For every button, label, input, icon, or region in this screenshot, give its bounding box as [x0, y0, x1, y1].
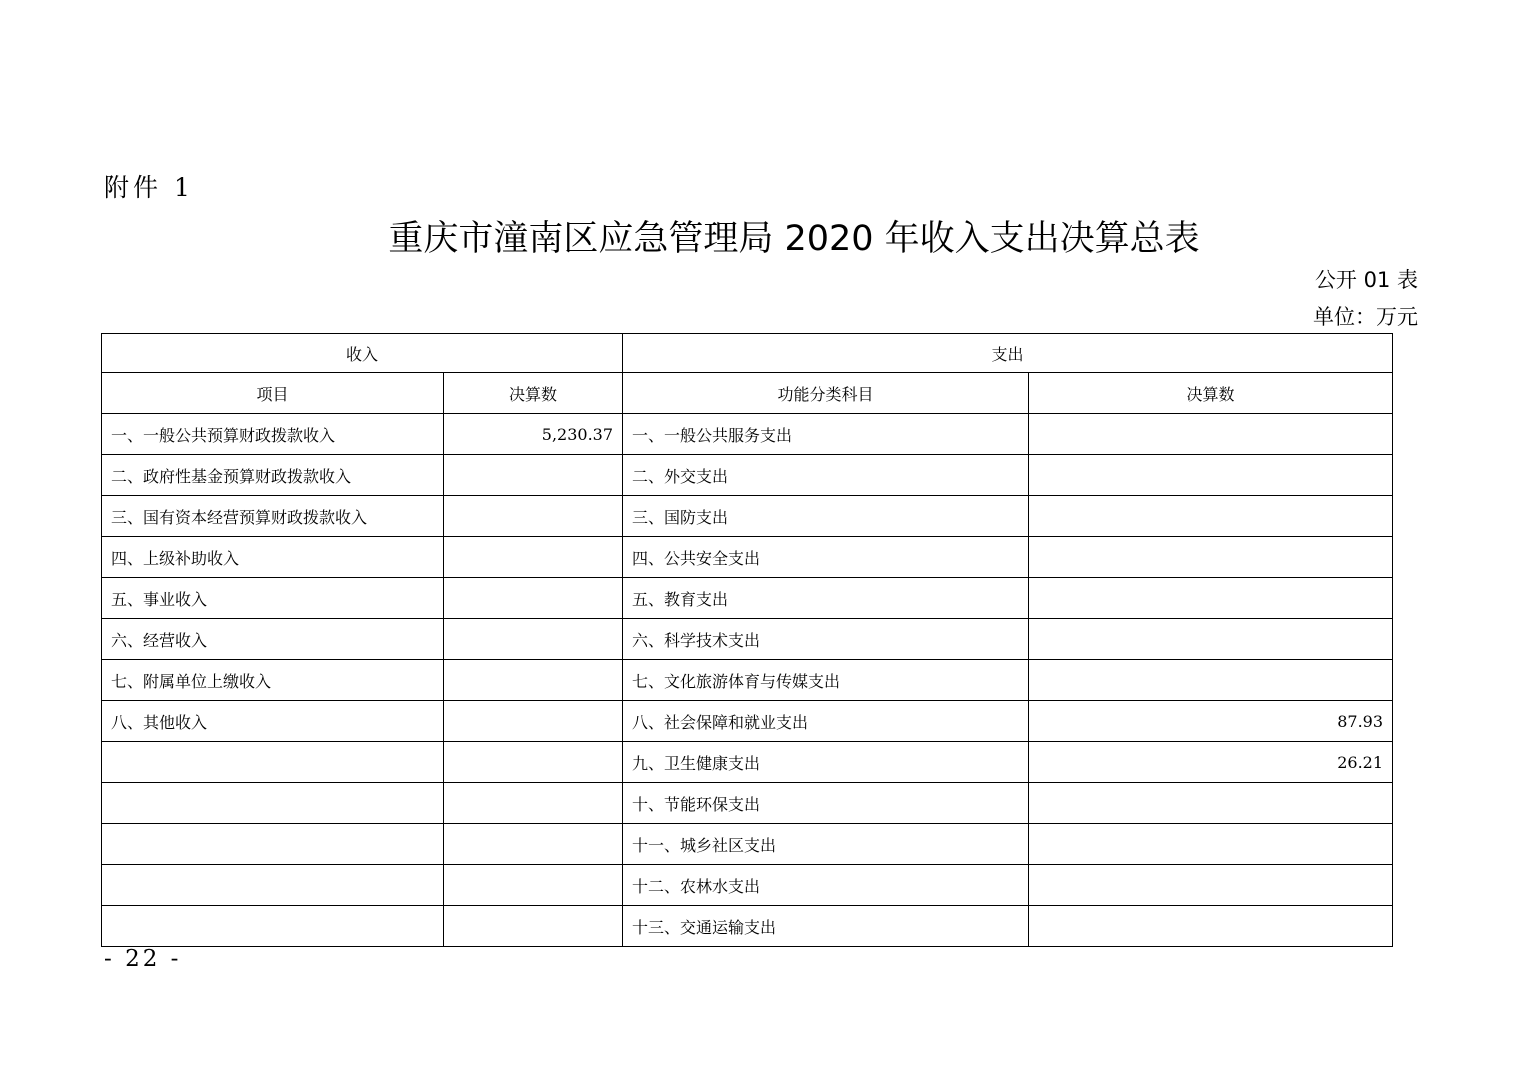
income-item-cell: 四、上级补助收入 [102, 537, 444, 578]
income-item-cell: 三、国有资本经营预算财政拨款收入 [102, 496, 444, 537]
col-header-func: 功能分类科目 [623, 373, 1029, 414]
table-row [102, 414, 1393, 455]
income-item-cell: 二、政府性基金预算财政拨款收入 [102, 455, 444, 496]
income-item-cell [102, 742, 444, 783]
income-amount-cell [444, 660, 623, 701]
income-amount-cell [444, 496, 623, 537]
expense-section-header: 支出 [623, 334, 1393, 373]
income-item-cell: 一、一般公共预算财政拨款收入 [102, 414, 444, 455]
income-amount-cell: 5,230.37 [444, 414, 623, 455]
expense-item-cell: 十、节能环保支出 [623, 783, 1029, 824]
table-row [102, 578, 1393, 619]
expense-amount-cell: 26.21 [1029, 742, 1393, 783]
expense-item-cell: 五、教育支出 [623, 578, 1029, 619]
income-item-cell [102, 824, 444, 865]
budget-table [101, 333, 1393, 947]
unit-label: 单位：万元 [1313, 305, 1418, 329]
page-number: - 22 - [104, 946, 182, 972]
expense-item-cell: 二、外交支出 [623, 455, 1029, 496]
income-amount-cell [444, 742, 623, 783]
income-amount-cell [444, 619, 623, 660]
income-amount-cell [444, 906, 623, 947]
page-title: 重庆市潼南区应急管理局 2020 年收入支出决算总表 [388, 219, 1200, 259]
table-body [102, 334, 1393, 947]
expense-amount-cell [1029, 660, 1393, 701]
expense-amount-cell [1029, 619, 1393, 660]
expense-item-cell: 一、一般公共服务支出 [623, 414, 1029, 455]
expense-amount-cell [1029, 824, 1393, 865]
expense-item-cell: 十一、城乡社区支出 [623, 824, 1029, 865]
income-item-cell: 七、附属单位上缴收入 [102, 660, 444, 701]
income-amount-cell [444, 865, 623, 906]
expense-amount-cell [1029, 537, 1393, 578]
expense-amount-cell: 87.93 [1029, 701, 1393, 742]
expense-item-cell: 十三、交通运输支出 [623, 906, 1029, 947]
col-header-item: 项目 [102, 373, 444, 414]
attachment-label: 附件 1 [104, 173, 194, 202]
income-amount-cell [444, 824, 623, 865]
income-item-cell [102, 865, 444, 906]
expense-item-cell: 三、国防支出 [623, 496, 1029, 537]
income-amount-cell [444, 455, 623, 496]
income-item-cell: 五、事业收入 [102, 578, 444, 619]
table-row [102, 619, 1393, 660]
col-header-amount: 决算数 [444, 373, 623, 414]
table-row [102, 496, 1393, 537]
table-row [102, 783, 1393, 824]
table-code: 公开 01 表 [1314, 268, 1418, 292]
table-row [102, 660, 1393, 701]
expense-amount-cell [1029, 496, 1393, 537]
income-item-cell: 八、其他收入 [102, 701, 444, 742]
expense-item-cell: 九、卫生健康支出 [623, 742, 1029, 783]
expense-amount-cell [1029, 578, 1393, 619]
expense-amount-cell [1029, 865, 1393, 906]
expense-item-cell: 七、文化旅游体育与传媒支出 [623, 660, 1029, 701]
table-row [102, 537, 1393, 578]
column-header-row [102, 373, 1393, 414]
income-amount-cell [444, 578, 623, 619]
income-amount-cell [444, 537, 623, 578]
income-item-cell: 六、经营收入 [102, 619, 444, 660]
table-row [102, 742, 1393, 783]
expense-item-cell: 八、社会保障和就业支出 [623, 701, 1029, 742]
section-header-row [102, 334, 1393, 373]
table-row [102, 906, 1393, 947]
income-item-cell [102, 906, 444, 947]
table-row [102, 701, 1393, 742]
expense-amount-cell [1029, 783, 1393, 824]
expense-amount-cell [1029, 414, 1393, 455]
expense-item-cell: 六、科学技术支出 [623, 619, 1029, 660]
table-row [102, 865, 1393, 906]
table-row [102, 824, 1393, 865]
income-amount-cell [444, 701, 623, 742]
expense-item-cell: 四、公共安全支出 [623, 537, 1029, 578]
expense-amount-cell [1029, 455, 1393, 496]
income-item-cell [102, 783, 444, 824]
income-amount-cell [444, 783, 623, 824]
income-section-header: 收入 [102, 334, 623, 373]
expense-amount-cell [1029, 906, 1393, 947]
table-row [102, 455, 1393, 496]
col-header-amount2: 决算数 [1029, 373, 1393, 414]
expense-item-cell: 十二、农林水支出 [623, 865, 1029, 906]
